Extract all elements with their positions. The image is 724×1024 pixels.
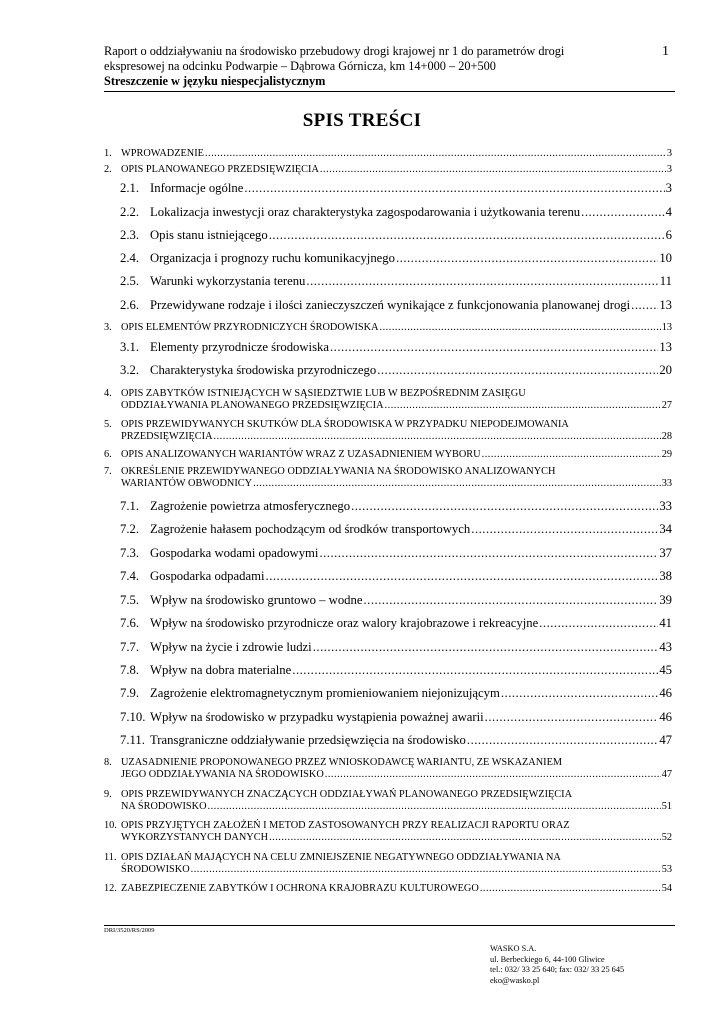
toc-entry-title: Warunki wykorzystania terenu	[150, 274, 306, 288]
toc-entry-number: 2.2.	[120, 205, 140, 219]
toc-dot-leader	[396, 251, 658, 266]
company-phone: tel.: 032/ 33 25 640; fax: 032/ 33 25 645	[490, 965, 625, 975]
toc-entry-number: 7.4.	[120, 569, 140, 583]
toc-entry-number: 2.4.	[120, 251, 140, 265]
toc-dot-leader	[319, 546, 658, 561]
toc-entry[interactable]	[104, 181, 672, 196]
toc-entry-number: 2.1.	[120, 181, 140, 195]
company-name: WASKO S.A.	[490, 944, 537, 953]
toc-entry-title: OPIS PRZEWIDYWANYCH ZNACZĄCYCH ODDZIAŁYWAŃ PLANOWANEGO PRZEDSIĘWZIĘCIA	[121, 789, 573, 800]
toc-entry[interactable]	[104, 205, 672, 220]
toc-dot-leader	[385, 400, 661, 412]
toc-entry[interactable]	[104, 593, 672, 608]
company-email: eko@wasko.pl	[490, 975, 540, 985]
toc-entry[interactable]	[104, 569, 672, 584]
toc-entry-title: Zagrożenie powietrza atmosferycznego	[150, 499, 351, 513]
page-number: 1	[662, 44, 669, 59]
toc-entry[interactable]	[104, 322, 672, 334]
toc-entry-title: OPIS ELEMENTÓW PRZYRODNICZYCH ŚRODOWISKA	[121, 322, 379, 333]
toc-entry-title: WPROWADZENIE	[121, 148, 204, 159]
toc-entry-title: ODDZIAŁYWANIA PLANOWANEGO PRZEDSIĘWZIĘCIA	[121, 399, 384, 411]
toc-entry[interactable]	[104, 499, 672, 514]
toc-entry-title: Wpływ na środowisko w przypadku wystąpienia poważnej awarii	[150, 710, 484, 724]
toc-entry-number: 2.6.	[120, 298, 140, 312]
toc-entry-title: Transgraniczne oddziaływanie przedsięwzięcia na środowisko	[150, 733, 466, 747]
toc-entry-number: 3.	[104, 322, 112, 333]
toc-entry-number: 7.1.	[120, 499, 140, 513]
toc-entry[interactable]	[104, 710, 672, 725]
toc-entry-title: OPIS PLANOWANEGO PRZEDSIĘWZIĘCIA	[121, 164, 319, 175]
toc-entry-number: 12.	[104, 883, 117, 894]
toc-entry-number: 6.	[104, 449, 112, 460]
toc-dot-leader	[244, 181, 664, 196]
toc-entry-number: 8.	[104, 757, 112, 768]
toc-entry[interactable]	[104, 298, 672, 313]
toc-entry-page: 28	[661, 430, 672, 442]
toc-entry-title: OPIS DZIAŁAŃ MAJĄCYCH NA CELU ZMNIEJSZENIE NEGATYWNEGO ODDZIAŁYWANIA NA	[121, 852, 561, 863]
toc-entry-title: PRZEDSIĘWZIĘCIA	[121, 430, 213, 442]
toc-entry-page: 52	[661, 831, 672, 843]
toc-entry[interactable]	[104, 340, 672, 355]
toc-entry[interactable]	[104, 164, 672, 176]
company-street: ul. Berbeckiego 6, 44-100 Gliwice	[490, 954, 605, 964]
toc-entry-title: UZASADNIENIE PROPONOWANEGO PRZEZ WNIOSKODAWCĘ WARIANTU, ZE WSKAZANIEM	[121, 757, 563, 768]
toc-entry[interactable]	[104, 820, 672, 843]
toc-entry-page: 43	[659, 640, 672, 654]
toc-dot-leader	[351, 499, 658, 514]
toc-entry-page: 34	[659, 522, 672, 536]
toc-entry-title: NA ŚRODOWISKO	[121, 800, 207, 812]
toc-entry-number: 7.10.	[120, 710, 146, 724]
header-line-3: Streszczenie w języku niespecjalistycznym	[104, 74, 326, 88]
toc-entry-number: 9.	[104, 789, 112, 800]
toc-entry[interactable]	[104, 757, 672, 780]
toc-entry[interactable]	[104, 419, 672, 442]
toc-entry[interactable]	[104, 883, 672, 895]
toc-entry-page: 27	[661, 399, 672, 411]
toc-dot-leader	[313, 640, 659, 655]
toc-entry-title: Organizacja i prognozy ruchu komunikacyjnego	[150, 251, 395, 265]
toc-entry[interactable]	[104, 546, 672, 561]
toc-dot-leader	[320, 164, 666, 176]
toc-entry-page: 13	[661, 322, 672, 333]
toc-dot-leader	[325, 769, 661, 781]
toc-entry-page: 41	[659, 616, 672, 630]
toc-entry-title: Opis stanu istniejącego	[150, 228, 268, 242]
toc-entry-number: 3.2.	[120, 363, 140, 377]
toc-entry-title: OPIS ZABYTKÓW ISTNIEJĄCYCH W SĄSIEDZTWIE LUB W BEZPOŚREDNIM ZASIĘGU	[121, 388, 526, 399]
toc-entry-title: WARIANTÓW OBWODNICY	[121, 477, 253, 489]
toc-dot-leader	[266, 569, 659, 584]
toc-entry-page: 46	[659, 710, 672, 724]
toc-entry-page: 45	[659, 663, 672, 677]
toc-entry-number: 7.	[104, 466, 112, 477]
toc-entry-page: 10	[659, 251, 672, 265]
toc-dot-leader	[253, 478, 661, 490]
toc-entry-page: 46	[659, 686, 672, 700]
toc-entry[interactable]	[104, 789, 672, 812]
toc-entry-page: 54	[661, 883, 672, 894]
toc-dot-leader	[631, 298, 658, 313]
toc-entry-page: 6	[665, 228, 672, 242]
toc-dot-leader	[581, 205, 665, 220]
toc-entry-number: 10.	[104, 820, 117, 831]
toc-entry[interactable]	[104, 616, 672, 631]
toc-dot-leader	[467, 733, 658, 748]
document-code: DRI/3520/RS/2009	[104, 927, 155, 934]
toc-dot-leader	[191, 864, 661, 876]
toc-entry-title: Wpływ na środowisko przyrodnicze oraz walory krajobrazowe i rekreacyjne	[150, 616, 539, 630]
toc-entry-number: 7.3.	[120, 546, 140, 560]
toc-dot-leader	[292, 663, 658, 678]
toc-dot-leader	[208, 801, 661, 813]
toc-entry-page: 29	[661, 449, 672, 460]
toc-entry-title: Charakterystyka środowiska przyrodniczego	[150, 363, 377, 377]
toc-entry-title: OPIS ANALIZOWANYCH WARIANTÓW WRAZ Z UZASADNIENIEM WYBORU	[121, 449, 481, 460]
company-address	[490, 944, 624, 986]
toc-entry-number: 7.7.	[120, 640, 140, 654]
toc-entry-number: 2.3.	[120, 228, 140, 242]
toc-entry-page: 3	[666, 148, 672, 159]
toc-entry-page: 39	[659, 593, 672, 607]
toc-entry-page: 38	[659, 569, 672, 583]
toc-entry-title: Zagrożenie elektromagnetycznym promieniowaniem niejonizującym	[150, 686, 500, 700]
toc-dot-leader	[269, 228, 665, 243]
toc-entry-number: 7.6.	[120, 616, 140, 630]
toc-entry-page: 3	[666, 164, 672, 175]
toc-entry[interactable]	[104, 852, 672, 875]
toc-entry[interactable]	[104, 686, 672, 701]
toc-entry-title: Zagrożenie hałasem pochodzącym od środków transportowych	[150, 522, 471, 536]
toc-entry-page: 47	[661, 768, 672, 780]
toc-entry-page: 3	[665, 181, 672, 195]
toc-dot-leader	[306, 274, 658, 289]
toc-entry-number: 7.8.	[120, 663, 140, 677]
toc-dot-leader	[269, 832, 661, 844]
toc-entry[interactable]	[104, 640, 672, 655]
toc-entry[interactable]	[104, 388, 672, 411]
toc-entry-title: WYKORZYSTANYCH DANYCH	[121, 831, 269, 843]
toc-entry[interactable]	[104, 274, 672, 289]
toc-entry-number: 3.1.	[120, 340, 140, 354]
toc-entry[interactable]	[104, 251, 672, 266]
toc-dot-leader	[364, 593, 659, 608]
toc-dot-leader	[485, 710, 659, 725]
toc-entry-page: 53	[661, 863, 672, 875]
toc-dot-leader	[205, 148, 666, 160]
toc-entry-number: 7.5.	[120, 593, 140, 607]
toc-dot-leader	[480, 883, 661, 895]
toc-entry-page: 11	[659, 274, 672, 288]
toc-entry-title: OPIS PRZYJĘTYCH ZAŁOŻEŃ I METOD ZASTOSOWANYCH PRZY REALIZACJI RAPORTU ORAZ	[121, 820, 570, 831]
toc-dot-leader	[471, 522, 658, 537]
toc-entry-number: 2.	[104, 164, 112, 175]
toc-dot-leader	[377, 363, 658, 378]
page-title: SPIS TREŚCI	[302, 110, 422, 131]
toc-entry-title: Lokalizacja inwestycji oraz charakterystyka zagospodarowania i użytkowania terenu	[150, 205, 581, 219]
toc-entry-number: 2.5.	[120, 274, 140, 288]
toc-entry[interactable]	[104, 449, 672, 461]
toc-dot-leader	[482, 449, 661, 461]
toc-entry[interactable]	[104, 228, 672, 243]
toc-entry-page: 4	[665, 205, 672, 219]
header-line-2: ekspresowej na odcinku Podwarpie – Dąbrowa Górnicza, km 14+000 – 20+500	[104, 59, 496, 73]
toc-entry[interactable]	[104, 466, 672, 489]
toc-entry-page: 13	[659, 340, 672, 354]
toc-entry-title: Elementy przyrodnicze środowiska	[150, 340, 329, 354]
toc-entry-title: Gospodarka odpadami	[150, 569, 265, 583]
toc-entry-page: 33	[659, 499, 672, 513]
toc-entry[interactable]	[104, 663, 672, 678]
footer-divider	[104, 925, 675, 926]
toc-dot-leader	[539, 616, 658, 631]
toc-entry-number: 5.	[104, 419, 112, 430]
toc-entry-title: Przewidywane rodzaje i ilości zanieczyszczeń wynikające z funkcjonowania planowanej drogi	[150, 298, 631, 312]
toc-dot-leader	[501, 686, 658, 701]
toc-entry-title: Gospodarka wodami opadowymi	[150, 546, 319, 560]
toc-dot-leader	[380, 322, 661, 334]
toc-entry-number: 7.2.	[120, 522, 140, 536]
toc-entry-title: ŚRODOWISKO	[121, 863, 190, 875]
toc-entry-title: OKREŚLENIE PRZEWIDYWANEGO ODDZIAŁYWANIA NA ŚRODOWISKO ANALIZOWANYCH	[121, 466, 556, 477]
header-divider	[104, 91, 675, 92]
toc-dot-leader	[330, 340, 658, 355]
toc-entry-number: 1.	[104, 148, 112, 159]
toc-dot-leader	[214, 431, 661, 443]
toc-entry-page: 13	[659, 298, 672, 312]
toc-entry-title: JEGO ODDZIAŁYWANIA NA ŚRODOWISKO	[121, 768, 324, 780]
toc-entry-number: 4.	[104, 388, 112, 399]
toc-entry-title: OPIS PRZEWIDYWANYCH SKUTKÓW DLA ŚRODOWISKA W PRZYPADKU NIEPODEJMOWANIA	[121, 419, 569, 430]
toc-entry-number: 7.9.	[120, 686, 140, 700]
toc-entry-page: 37	[659, 546, 672, 560]
toc-entry-page: 20	[659, 363, 672, 377]
document-header	[104, 44, 664, 89]
toc-entry-title: Wpływ na dobra materialne	[150, 663, 292, 677]
toc-entry[interactable]	[104, 522, 672, 537]
toc-entry-title: Wpływ na środowisko gruntowo – wodne	[150, 593, 363, 607]
toc-entry-title: ZABEZPIECZENIE ZABYTKÓW I OCHRONA KRAJOBRAZU KULTUROWEGO	[121, 883, 479, 894]
toc-entry-page: 47	[659, 733, 672, 747]
toc-entry[interactable]	[104, 148, 672, 160]
toc-entry-number: 7.11.	[120, 733, 145, 747]
toc-entry-page: 51	[661, 800, 672, 812]
toc-entry[interactable]	[104, 363, 672, 378]
header-line-1: Raport o oddziaływaniu na środowisko przebudowy drogi krajowej nr 1 do parametrów drogi	[104, 44, 565, 58]
toc-entry-title: Informacje ogólne	[150, 181, 244, 195]
toc-entry-page: 33	[661, 477, 672, 489]
toc-entry-number: 11.	[104, 852, 117, 863]
toc-entry[interactable]	[104, 733, 672, 748]
toc-entry-title: Wpływ na życie i zdrowie ludzi	[150, 640, 312, 654]
